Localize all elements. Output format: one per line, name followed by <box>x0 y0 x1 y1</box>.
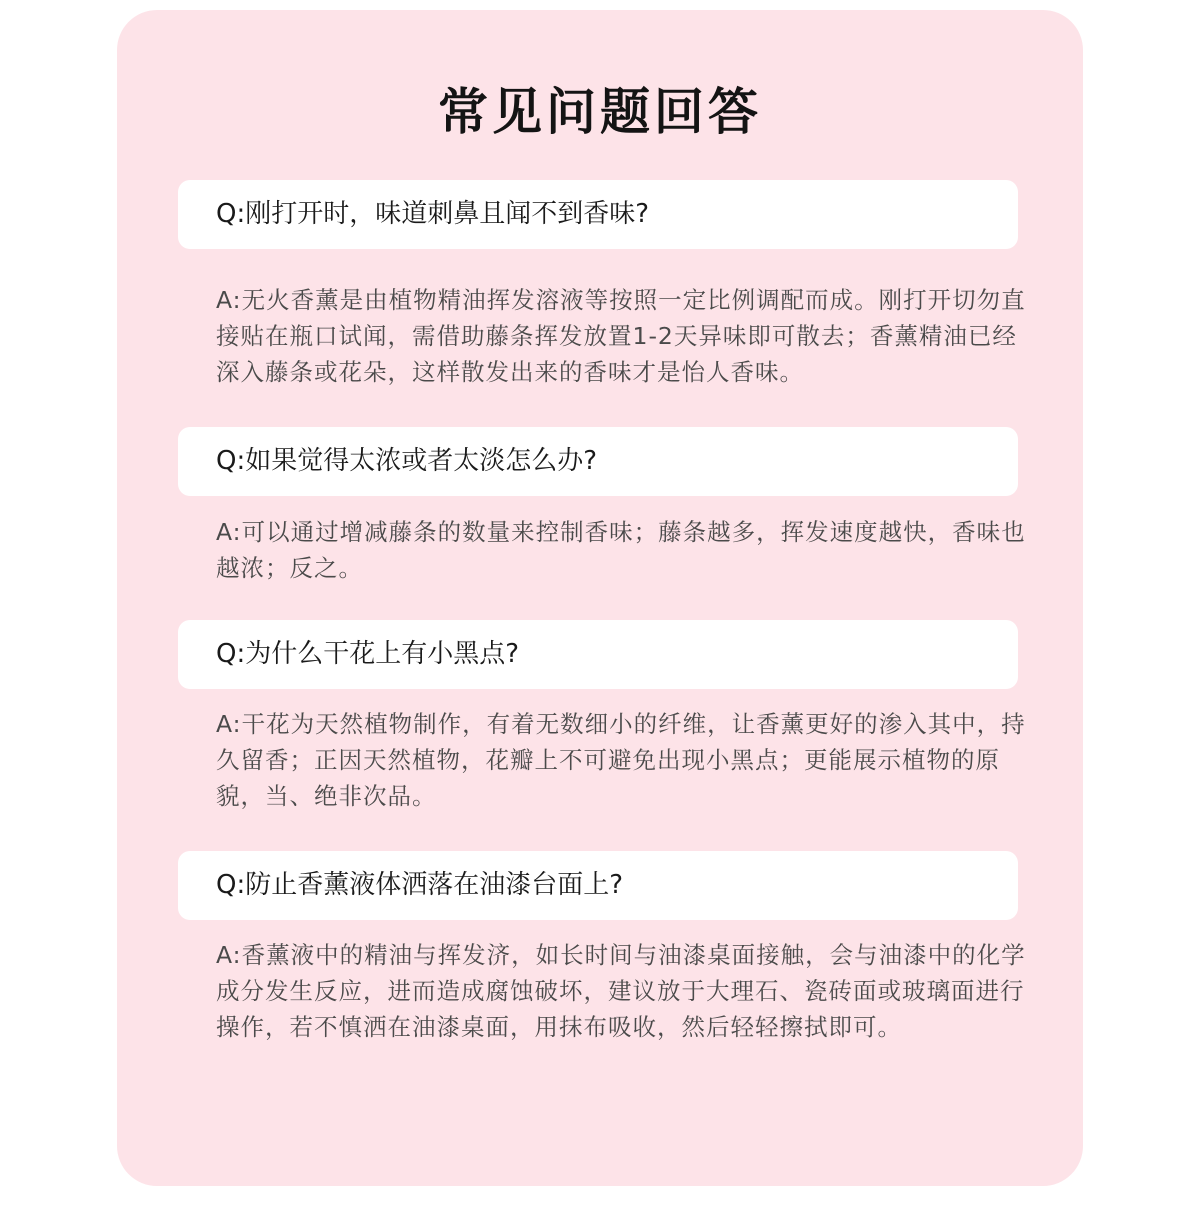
faq-answer-3: A:干花为天然植物制作，有着无数细小的纤维，让香薰更好的渗入其中，持久留香；正因天然植物，花瓣上不可避免出现小黑点；更能展示植物的原貌，当、绝非次品。 <box>216 710 1026 810</box>
page-title: 常见问题回答 <box>438 83 762 141</box>
faq-answer-2: A:可以通过增减藤条的数量来控制香味；藤条越多，挥发速度越快，香味也越浓；反之。 <box>216 518 1026 582</box>
faq-answer-1: A:无火香薰是由植物精油挥发溶液等按照一定比例调配而成。刚打开切勿直接贴在瓶口试闻，需借助藤条挥发放置1-2天异味即可散去；香薰精油已经深入藤条或花朵，这样散发出来的香味才是怡人香味。 <box>216 286 1026 386</box>
faq-question-3 <box>178 620 1018 689</box>
question-text: Q:防止香薰液体洒落在油漆台面上? <box>216 870 624 900</box>
question-text: Q:为什么干花上有小黑点? <box>216 639 520 669</box>
question-text: Q:如果觉得太浓或者太淡怎么办? <box>216 446 598 476</box>
faq-answer-4: A:香薰液中的精油与挥发济，如长时间与油漆桌面接触，会与油漆中的化学成分发生反应，进而造成腐蚀破坏，建议放于大理石、瓷砖面或玻璃面进行操作，若不慎洒在油漆桌面，用抹布吸收，然后轻轻擦拭即可。 <box>216 941 1026 1041</box>
faq-question-4 <box>178 851 1018 920</box>
faq-question-1 <box>178 180 1018 249</box>
question-text: Q:刚打开时，味道刺鼻且闻不到香味? <box>216 199 650 229</box>
faq-card <box>117 10 1083 1186</box>
faq-question-2 <box>178 427 1018 496</box>
